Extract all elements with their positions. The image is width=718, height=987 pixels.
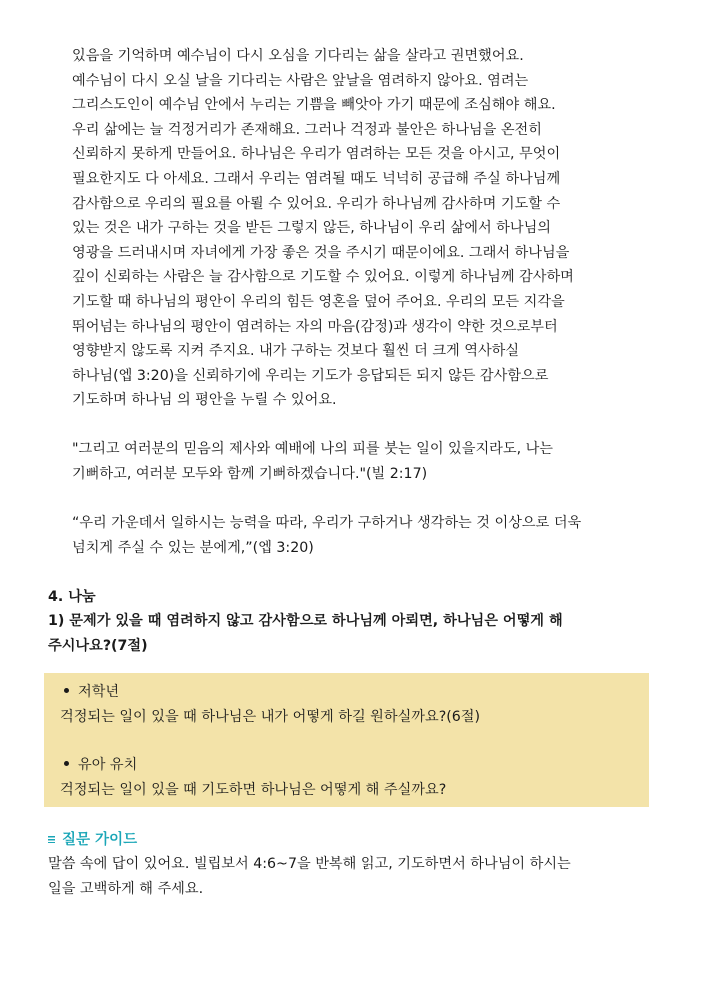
paragraph-line: 기도하며 하나님 의 평안을 누릴 수 있어요. xyxy=(72,392,337,409)
paragraph-line: 우리 삶에는 늘 걱정거리가 존재해요. 그러나 걱정과 불안은 하나님을 온전히 xyxy=(72,121,542,138)
bullet-icon xyxy=(64,688,69,693)
bullet-icon xyxy=(64,761,69,766)
age-group-question: 걱정되는 일이 있을 때 기도하면 하나님은 어떻게 해 주실까요? xyxy=(60,781,447,798)
sharing-question xyxy=(48,609,648,658)
question-line: 주시나요?(7절) xyxy=(48,637,148,654)
quote-line: "그리고 여러분의 믿음의 제사와 예배에 나의 피를 붓는 일이 있을지라도, 나는 xyxy=(72,441,553,457)
guide-title-text: 질문 가이드 xyxy=(62,832,138,848)
paragraph-line: 있는 것은 내가 구하는 것을 받든 그렇지 않든, 하나님이 우리 삶에서 하나님의 xyxy=(72,220,551,237)
paragraph-line: 기도할 때 하나님의 평안이 우리의 힘든 영혼을 덮어 주어요. 우리의 모든 지각을 xyxy=(72,293,565,310)
section-title-sharing: 4. 나눔 xyxy=(48,589,96,605)
paragraph-line: 있음을 기억하며 예수님이 다시 오심을 기다리는 삶을 살라고 권면했어요. xyxy=(72,48,524,64)
quote-line: 넘치게 주실 수 있는 분에게,”(엡 3:20) xyxy=(72,539,314,556)
paragraph-line: 그리스도인이 예수님 안에서 누리는 기쁨을 빼앗아 가기 때문에 조심해야 해요. xyxy=(72,97,556,114)
paragraph-line: 영향받지 않도록 지켜 주지요. 내가 구하는 것보다 훨씬 더 크게 역사하실 xyxy=(72,343,520,360)
guide-line: 말씀 속에 답이 있어요. 빌립보서 4:6~7을 반복해 읽고, 기도하면서 하나님이 하시는 xyxy=(48,856,571,872)
paragraph-line: 예수님이 다시 오실 날을 기다리는 사람은 앞날을 염려하지 않아요. 염려는 xyxy=(72,72,529,89)
list-icon xyxy=(48,836,55,843)
paragraph-line: 신뢰하지 못하게 만들어요. 하나님은 우리가 염려하는 모든 것을 아시고, 무엇이 xyxy=(72,146,561,163)
scripture-quote-ephesians xyxy=(72,511,662,560)
paragraph-line: 깊이 신뢰하는 사람은 늘 감사함으로 기도할 수 있어요. 이렇게 하나님께 감사하며 xyxy=(72,269,574,286)
quote-line: 기뻐하고, 여러분 모두와 함께 기뻐하겠습니다."(빌 2:17) xyxy=(72,465,428,482)
question-line: 1) 문제가 있을 때 염려하지 않고 감사함으로 하나님께 아뢰면, 하나님은 어떻게 해 xyxy=(48,613,563,629)
main-paragraph xyxy=(72,44,662,413)
scripture-quote-philippians xyxy=(72,437,662,486)
paragraph-line: 뛰어넘는 하나님의 평안이 염려하는 자의 마음(감정)과 생각이 약한 것으로부터 xyxy=(72,318,558,335)
paragraph-line: 필요한지도 다 아세요. 그래서 우리는 염려될 때도 넉넉히 공급해 주실 하나님께 xyxy=(72,170,561,187)
age-group-preschool xyxy=(60,753,446,802)
guide-line: 일을 고백하게 해 주세요. xyxy=(48,880,204,897)
question-guide-title xyxy=(48,828,137,849)
age-group-questions-box xyxy=(44,673,649,807)
age-group-label: 저학년 xyxy=(78,684,120,700)
paragraph-line: 영광을 드러내시며 자녀에게 가장 좋은 것을 주시기 때문이에요. 그래서 하나님을 xyxy=(72,244,570,261)
age-group-lower-grades xyxy=(60,680,480,729)
age-group-question: 걱정되는 일이 있을 때 하나님은 내가 어떻게 하길 원하실까요?(6절) xyxy=(60,708,481,725)
age-group-label: 유아 유치 xyxy=(78,757,138,773)
paragraph-line: 감사함으로 우리의 필요를 아뢸 수 있어요. 우리가 하나님께 감사하며 기도할 수 xyxy=(72,195,561,212)
quote-line: “우리 가운데서 일하시는 능력을 따라, 우리가 구하거나 생각하는 것 이상으로 더욱 xyxy=(72,515,582,531)
paragraph-line: 하나님(엡 3:20)을 신뢰하기에 우리는 기도가 응답되든 되지 않든 감사함으로 xyxy=(72,367,549,384)
question-guide-body xyxy=(48,852,658,901)
